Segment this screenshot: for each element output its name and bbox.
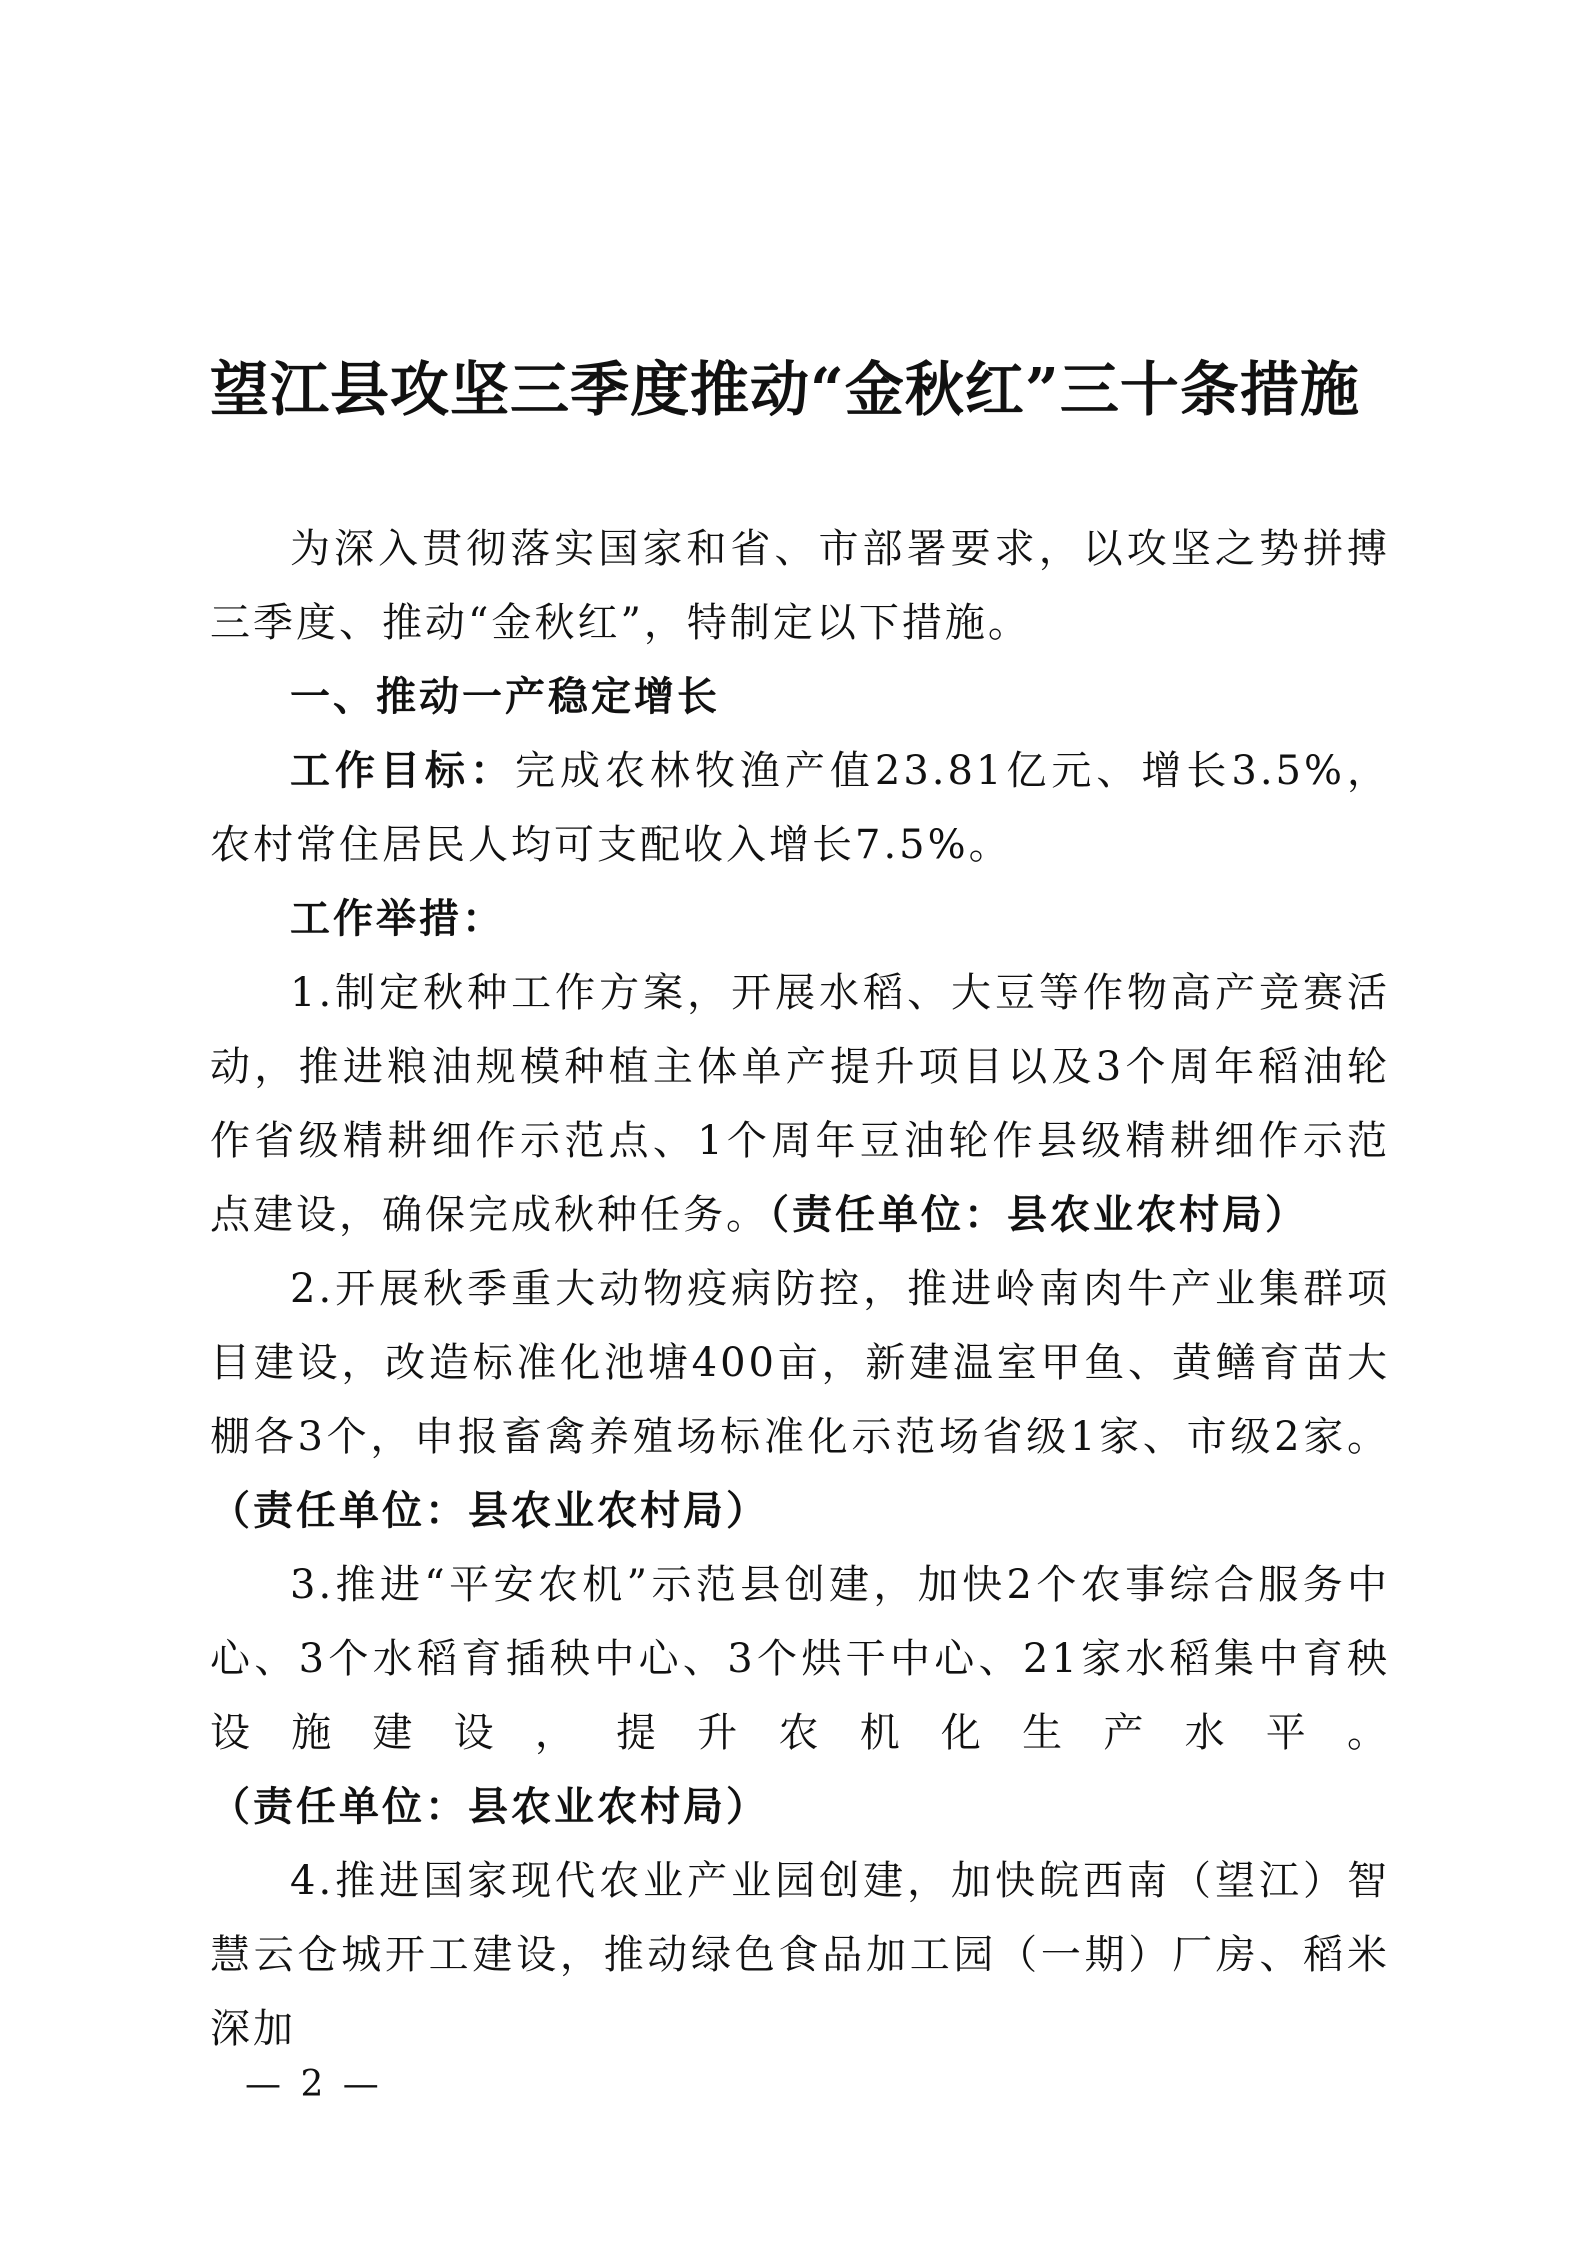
measure-text: 4.推进国家现代农业产业园创建，加快皖西南（望江）智慧云仓城开工建设，推动绿色食品加工园（一期）厂房、稻米深加	[210, 1858, 1390, 2052]
measures-label: 工作举措：	[290, 895, 505, 942]
section-heading: 一、推动一产稳定增长	[290, 673, 720, 720]
page-number: — 2 —	[245, 2064, 383, 2105]
measure-item-4	[210, 1844, 1390, 2066]
intro-paragraph: 为深入贯彻落实国家和省、市部署要求，以攻坚之势拼搏三季度、推动“金秋红”，特制定以下措施。	[210, 526, 1390, 646]
responsibility-unit: （责任单位：县农业农村局）	[769, 1191, 1308, 1238]
goal-text: 完成农林牧渔产值23.81亿元、增长3.5%，农村常住居民人均可支配收入增长7.5%。	[210, 748, 1390, 868]
measure-item-1	[210, 956, 1390, 1252]
responsibility-unit: （责任单位：县农业农村局）	[210, 1487, 769, 1534]
document-body	[210, 512, 1390, 2066]
measure-item-2	[210, 1252, 1390, 1548]
measure-text: 3.推进“平安农机”示范县创建，加快2个农事综合服务中心、3个水稻育插秧中心、3个烘干中心、21家水稻集中育秧设施建设，提升农机化生产水平。	[210, 1562, 1390, 1756]
page-title: 望江县攻坚三季度推动“金秋红”三十条措施	[210, 355, 1360, 424]
goal-label: 工作目标：	[290, 747, 515, 794]
measure-item-3	[210, 1548, 1390, 1844]
measure-text: 1.制定秋种工作方案，开展水稻、大豆等作物高产竞赛活动，推进粮油规模种植主体单产提升项目以及3个周年稻油轮作省级精耕细作示范点、1个周年豆油轮作县级精耕细作示范点建设，确保完成秋种任务。	[210, 970, 1390, 1238]
goal-paragraph	[210, 734, 1390, 882]
measure-text: 2.开展秋季重大动物疫病防控，推进岭南肉牛产业集群项目建设，改造标准化池塘400亩，新建温室甲鱼、黄鳝育苗大棚各3个，申报畜禽养殖场标准化示范场省级1家、市级2家。	[210, 1266, 1390, 1460]
responsibility-unit: （责任单位：县农业农村局）	[210, 1783, 769, 1830]
